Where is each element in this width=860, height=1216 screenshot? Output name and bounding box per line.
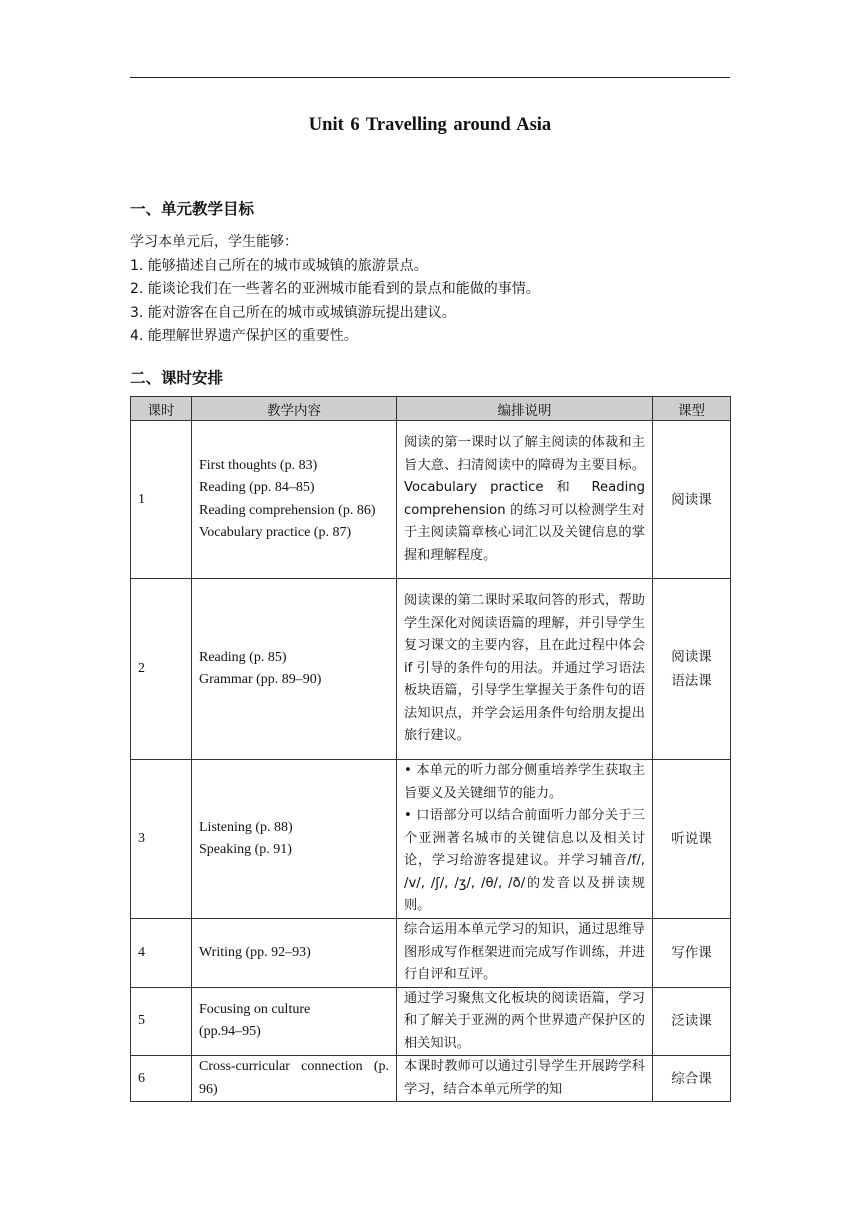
cell-lesson-type — [653, 421, 731, 579]
cell-content — [192, 987, 397, 1056]
description-paragraph: 综合运用本单元学习的知识，通过思维导图形成写作框架进而完成写作训练，并进行自评和互评。 — [404, 922, 645, 982]
table-row — [131, 919, 731, 988]
cell-description — [397, 421, 653, 579]
cell-content — [192, 421, 397, 579]
table-row — [131, 760, 731, 919]
description-paragraph: • 本单元的听力部分侧重培养学生获取主旨要义及关键细节的能力。 — [404, 763, 645, 801]
description-paragraph: 阅读课的第二课时采取问答的形式，帮助学生深化对阅读语篇的理解，并引导学生复习课文的主要内容，且在此过程中体会 if 引导的条件句的用法。并通过学习语法板块语篇，引导学生掌握关于条件句的语法知识点，并学会运用条件句给朋友提出旅行建议。 — [404, 593, 645, 744]
description-paragraph: • 口语部分可以结合前面听力部分关于三个亚洲著名城市的关键信息以及相关讨论，学习给游客提建议。并学习辅音/f/, /v/, /ʃ/, /ʒ/, /θ/, /ð/的发音以及拼读规则。 — [404, 808, 645, 914]
cell-content — [192, 579, 397, 760]
cell-lesson-type — [653, 760, 731, 919]
unit-title: Unit 6 Travelling around Asia — [308, 115, 552, 135]
content-line: First thoughts (p. 83) — [199, 457, 318, 473]
lesson-type-label: 语法课 — [671, 673, 712, 689]
lesson-type-label: 综合课 — [671, 1070, 712, 1087]
content-line: Vocabulary practice (p. 87) — [199, 525, 352, 540]
cell-description — [397, 919, 653, 988]
goal-item: 4. 能理解世界遗产保护区的重要性。 — [130, 328, 358, 344]
lesson-type-label: 写作课 — [671, 944, 712, 961]
cell-lesson-type — [653, 987, 731, 1056]
lesson-type-label: 泛读课 — [671, 1013, 712, 1030]
content-line: Reading (pp. 84–85) — [199, 480, 315, 495]
section-heading-schedule: 二、课时安排 — [130, 369, 224, 387]
cell-description — [397, 987, 653, 1056]
cell-lesson-type — [653, 919, 731, 988]
cell-lesson-type — [653, 579, 731, 760]
header-description: 编排说明 — [397, 397, 653, 421]
header-content: 教学内容 — [192, 397, 397, 421]
cell-lesson-type — [653, 1056, 731, 1102]
cell-description — [397, 1056, 653, 1102]
header-rule — [130, 77, 730, 78]
content-line: Speaking (p. 91) — [199, 842, 292, 857]
content-line: Cross-curricular connection (p. 96) — [199, 1059, 389, 1097]
table-header-row — [131, 397, 731, 421]
cell-period: 6 — [131, 1056, 192, 1102]
table-row — [131, 421, 731, 579]
cell-description — [397, 760, 653, 919]
schedule-table — [130, 396, 731, 1102]
cell-content — [192, 919, 397, 988]
goal-item: 3. 能对游客在自己所在的城市或城镇游玩提出建议。 — [130, 304, 456, 321]
table-row — [131, 987, 731, 1056]
content-line: Reading (p. 85) — [199, 649, 287, 665]
content-line: Grammar (pp. 89–90) — [199, 672, 322, 687]
header-period: 课时 — [131, 397, 192, 421]
goals-block — [130, 231, 730, 349]
lesson-type-label: 阅读课 — [671, 491, 712, 508]
cell-description — [397, 579, 653, 760]
description-paragraph: 本课时教师可以通过引导学生开展跨学科学习，结合本单元所学的知 — [404, 1059, 645, 1097]
cell-period: 2 — [131, 579, 192, 760]
cell-content — [192, 1056, 397, 1102]
cell-period: 1 — [131, 421, 192, 579]
content-line: Reading comprehension (p. 86) — [199, 502, 376, 518]
lesson-type-label: 阅读课 — [671, 649, 712, 665]
goal-item: 2. 能谈论我们在一些著名的亚洲城市能看到的景点和能做的事情。 — [130, 281, 540, 297]
description-paragraph: 通过学习聚焦文化板块的阅读语篇，学习和了解关于亚洲的两个世界遗产保护区的相关知识。 — [404, 990, 645, 1051]
content-line: Writing (pp. 92–93) — [199, 944, 311, 960]
goal-item: 1. 能够描述自己所在的城市或城镇的旅游景点。 — [130, 257, 428, 274]
description-paragraph: 阅读的第一课时以了解主阅读的体裁和主旨大意、扫清阅读中的障碍为主要目标。Vocabulary practice 和 Reading comprehension 的练习可以检测学生对于主阅读篇章核心词汇以及关键信息的掌握和理解程度。 — [404, 435, 645, 563]
cell-period: 4 — [131, 919, 192, 988]
cell-period: 3 — [131, 760, 192, 919]
cell-content — [192, 760, 397, 919]
table-row — [131, 1056, 731, 1102]
header-type: 课型 — [653, 397, 731, 421]
table-row — [131, 579, 731, 760]
content-line: Focusing on culture — [199, 1001, 311, 1017]
content-line: (pp.94–95) — [199, 1024, 261, 1040]
cell-period: 5 — [131, 987, 192, 1056]
content-line: Listening (p. 88) — [199, 819, 293, 835]
section-heading-goals: 一、单元教学目标 — [130, 200, 255, 218]
goals-intro: 学习本单元后，学生能够： — [130, 234, 298, 250]
lesson-type-label: 听说课 — [671, 831, 712, 847]
